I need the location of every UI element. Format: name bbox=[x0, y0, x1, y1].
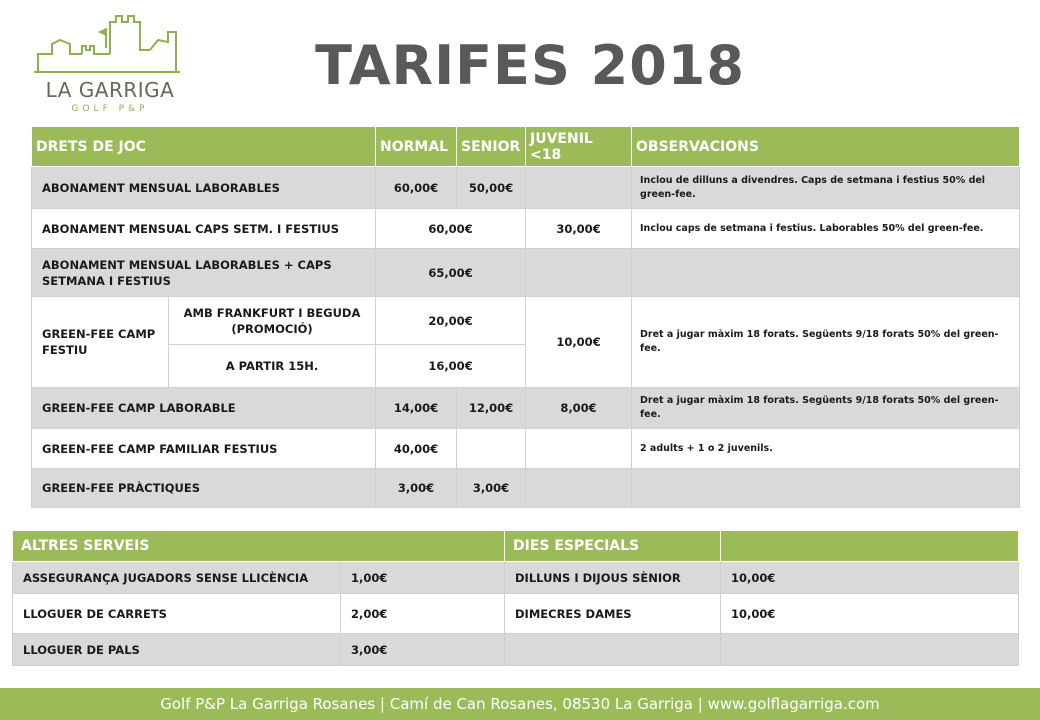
price-juvenil: 8,00€ bbox=[526, 388, 632, 429]
price-normal: 40,00€ bbox=[376, 429, 457, 469]
row-label: GREEN-FEE PRÀCTIQUES bbox=[32, 469, 376, 508]
header-game: DRETS DE JOC bbox=[32, 127, 376, 167]
price-senior: 12,00€ bbox=[457, 388, 526, 429]
price-normal: 60,00€ bbox=[376, 209, 526, 249]
special-day-label: DILLUNS I DIJOUS SÈNIOR bbox=[505, 562, 721, 594]
observation: Dret a jugar màxim 18 forats. Següents 9/18 forats 50% del green-fee. bbox=[632, 297, 1020, 388]
observation: 2 adults + 1 o 2 juvenils. bbox=[632, 429, 1020, 469]
logo-name: LA GARRIGA bbox=[45, 78, 175, 102]
price-normal: 20,00€ bbox=[376, 297, 526, 345]
price-normal: 3,00€ bbox=[376, 469, 457, 508]
price-juvenil-empty bbox=[526, 429, 632, 469]
special-day-label: DIMECRES DAMES bbox=[505, 594, 721, 634]
prices-header-row bbox=[32, 127, 1020, 167]
service-price: 2,00€ bbox=[341, 594, 505, 634]
special-day-price bbox=[721, 634, 1019, 666]
table-row bbox=[32, 429, 1020, 469]
row-label: GREEN-FEE CAMP FESTIU bbox=[32, 297, 169, 388]
row-label: GREEN-FEE CAMP FAMILIAR FESTIUS bbox=[32, 429, 376, 469]
header-normal: NORMAL bbox=[376, 127, 457, 167]
header-empty bbox=[721, 531, 1019, 562]
price-juvenil: 30,00€ bbox=[526, 209, 632, 249]
service-label: LLOGUER DE PALS bbox=[13, 634, 341, 666]
sub-label: AMB FRANKFURT I BEGUDA (PROMOCIÓ) bbox=[169, 297, 376, 345]
services-header-row bbox=[13, 531, 1019, 562]
table-row bbox=[32, 388, 1020, 429]
observation-empty bbox=[632, 469, 1020, 508]
price-senior: 3,00€ bbox=[457, 469, 526, 508]
service-price: 3,00€ bbox=[341, 634, 505, 666]
special-day-label bbox=[505, 634, 721, 666]
price-juvenil-empty bbox=[526, 469, 632, 508]
table-row bbox=[32, 469, 1020, 508]
row-label: ABONAMENT MENSUAL LABORABLES + CAPS SETMANA I FESTIUS bbox=[32, 249, 376, 297]
logo-subtitle: GOLF P&P bbox=[71, 104, 149, 114]
table-row bbox=[13, 634, 1019, 666]
service-label: ASSEGURANÇA JUGADORS SENSE LLICÈNCIA bbox=[13, 562, 341, 594]
sub-label: A PARTIR 15H. bbox=[169, 345, 376, 388]
price-normal: 65,00€ bbox=[376, 249, 526, 297]
price-normal: 60,00€ bbox=[376, 167, 457, 209]
header-special-days: DIES ESPECIALS bbox=[505, 531, 721, 562]
header-other-services: ALTRES SERVEIS bbox=[13, 531, 505, 562]
service-label: LLOGUER DE CARRETS bbox=[13, 594, 341, 634]
table-row bbox=[32, 249, 1020, 297]
castle-flag-icon bbox=[30, 10, 190, 82]
observation: Inclou caps de setmana i festius. Laborables 50% del green-fee. bbox=[632, 209, 1020, 249]
row-label: GREEN-FEE CAMP LABORABLE bbox=[32, 388, 376, 429]
observation-empty bbox=[632, 249, 1020, 297]
footer: Golf P&P La Garriga Rosanes | Camí de Can Rosanes, 08530 La Garriga | www.golflagarriga.com bbox=[0, 688, 1040, 720]
row-label: ABONAMENT MENSUAL LABORABLES bbox=[32, 167, 376, 209]
header-obs: OBSERVACIONS bbox=[632, 127, 1020, 167]
price-senior-empty bbox=[457, 429, 526, 469]
table-row bbox=[32, 209, 1020, 249]
page-title: TARIFES 2018 bbox=[315, 34, 745, 97]
logo bbox=[30, 10, 180, 114]
table-row bbox=[32, 297, 1020, 345]
price-normal: 16,00€ bbox=[376, 345, 526, 388]
service-price: 1,00€ bbox=[341, 562, 505, 594]
price-juvenil-empty bbox=[526, 167, 632, 209]
services-table bbox=[12, 530, 1019, 666]
prices-table bbox=[31, 126, 1020, 508]
table-row bbox=[13, 562, 1019, 594]
observation: Dret a jugar màxim 18 forats. Següents 9/18 forats 50% del green-fee. bbox=[632, 388, 1020, 429]
observation: Inclou de dilluns a divendres. Caps de setmana i festius 50% del green-fee. bbox=[632, 167, 1020, 209]
special-day-price: 10,00€ bbox=[721, 594, 1019, 634]
price-juvenil: 10,00€ bbox=[526, 297, 632, 388]
price-juvenil-empty bbox=[526, 249, 632, 297]
special-day-price: 10,00€ bbox=[721, 562, 1019, 594]
table-row bbox=[13, 594, 1019, 634]
row-label: ABONAMENT MENSUAL CAPS SETM. I FESTIUS bbox=[32, 209, 376, 249]
price-normal: 14,00€ bbox=[376, 388, 457, 429]
header-senior: SENIOR bbox=[457, 127, 526, 167]
price-senior: 50,00€ bbox=[457, 167, 526, 209]
header-juvenil: JUVENIL <18 bbox=[526, 127, 632, 167]
table-row bbox=[32, 167, 1020, 209]
